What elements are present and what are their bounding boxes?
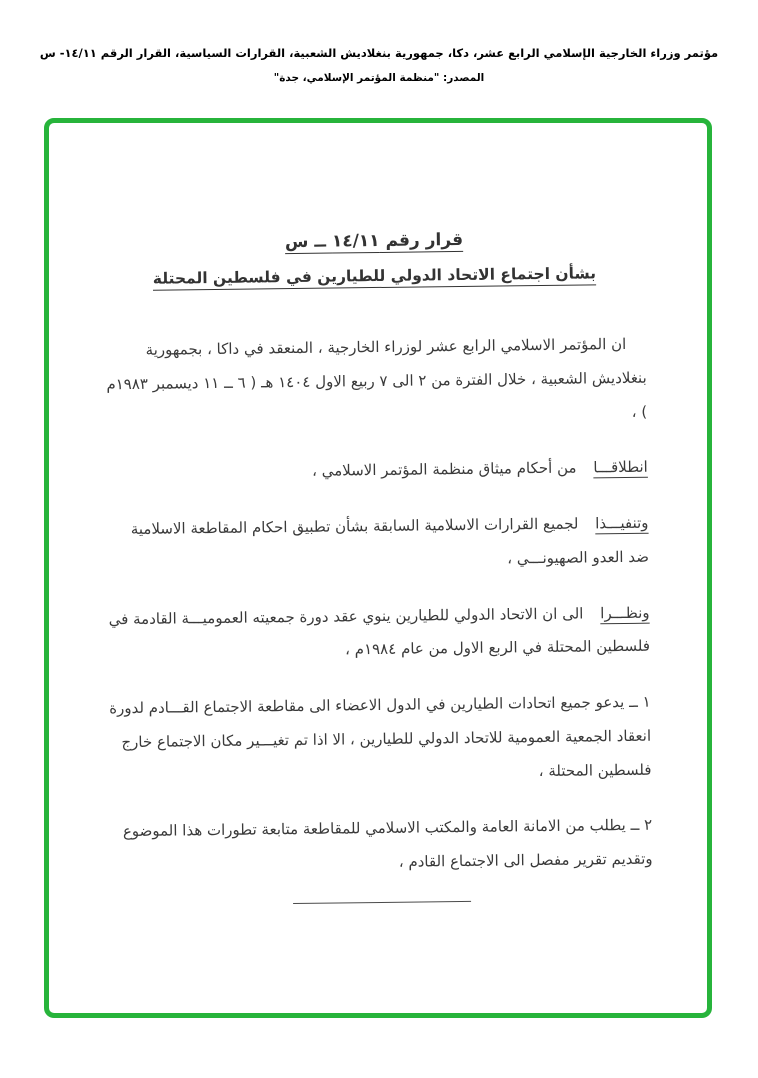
paragraph [104, 328, 647, 436]
paragraph-text: ١ ــ يدعو جميع اتحادات الطيارين في الدول الاعضاء الى مقاطعة الاجتماع القـــادم لدورة انعقاد الجمعية العمومية للاتحاد الدولي للطيارين ، الا اذا تم تغيـــير مكان الاجتماع خارج فلسطين المحتلة ، [109, 692, 652, 780]
paragraph-text: من أحكام ميثاق منظمة المؤتمر الاسلامي ، [311, 458, 577, 481]
document-body [104, 328, 653, 906]
paragraph-text: ٢ ــ يطلب من الامانة العامة والمكتب الاسلامي للمقاطعة متابعة تطورات هذا الموضوع وتقديم تقرير مفصل الى الاجتماع القادم ، [122, 815, 653, 871]
paragraph-text: لجميع القرارات الاسلامية السابقة بشأن تطبيق احكام المقاطعة الاسلامية ضد العدو الصهيونـــي ، [130, 514, 649, 568]
resolution-subject: بشأن اجتماع الاتحاد الدولي للطيارين في فلسطين المحتلة [152, 264, 597, 288]
title-block [103, 228, 646, 289]
header-source-line: المصدر: "منظمة المؤتمر الإسلامي، جدة" [273, 72, 485, 84]
lead-word: وتنفيـــذا [595, 513, 649, 533]
lead-word: انطلاقـــا [593, 457, 648, 477]
header-attribution: مؤتمر وزراء الخارجية الإسلامي الرابع عشر، دكا، جمهورية بنغلاديش الشعبية، القرارات السياسية، القرار الرقم ١٤/١١- س [39, 46, 719, 60]
paragraph [107, 596, 650, 670]
paragraph-numbered-1 [108, 686, 651, 794]
resolution-title: قرار رقم ١٤/١١ ــ س [284, 229, 464, 253]
paragraph-text: ان المؤتمر الاسلامي الرابع عشر لوزراء الخارجية ، المنعقد في داكا ، بجمهورية بنغلاديش الشعبية ، خلال الفترة من ٢ الى ٧ ربيع الاول ١٤٠٤ هـ ( ٦ ــ ١١ ديسمبر ١٩٨٣م ) ، [106, 334, 648, 421]
paragraph-text: الى ان الاتحاد الدولي للطيارين ينوي عقد دورة جمعيته العموميـــة القادمة في فلسطين المحتلة في الربع الاول من عام ١٩٨٤م ، [108, 603, 651, 659]
footer-rule [293, 901, 471, 904]
document-frame [44, 118, 712, 1018]
paragraph [106, 451, 648, 491]
lead-word: ونظـــرا [600, 603, 650, 622]
paragraph-numbered-2 [110, 809, 653, 883]
paragraph [106, 507, 649, 581]
scanned-document [44, 119, 713, 1017]
